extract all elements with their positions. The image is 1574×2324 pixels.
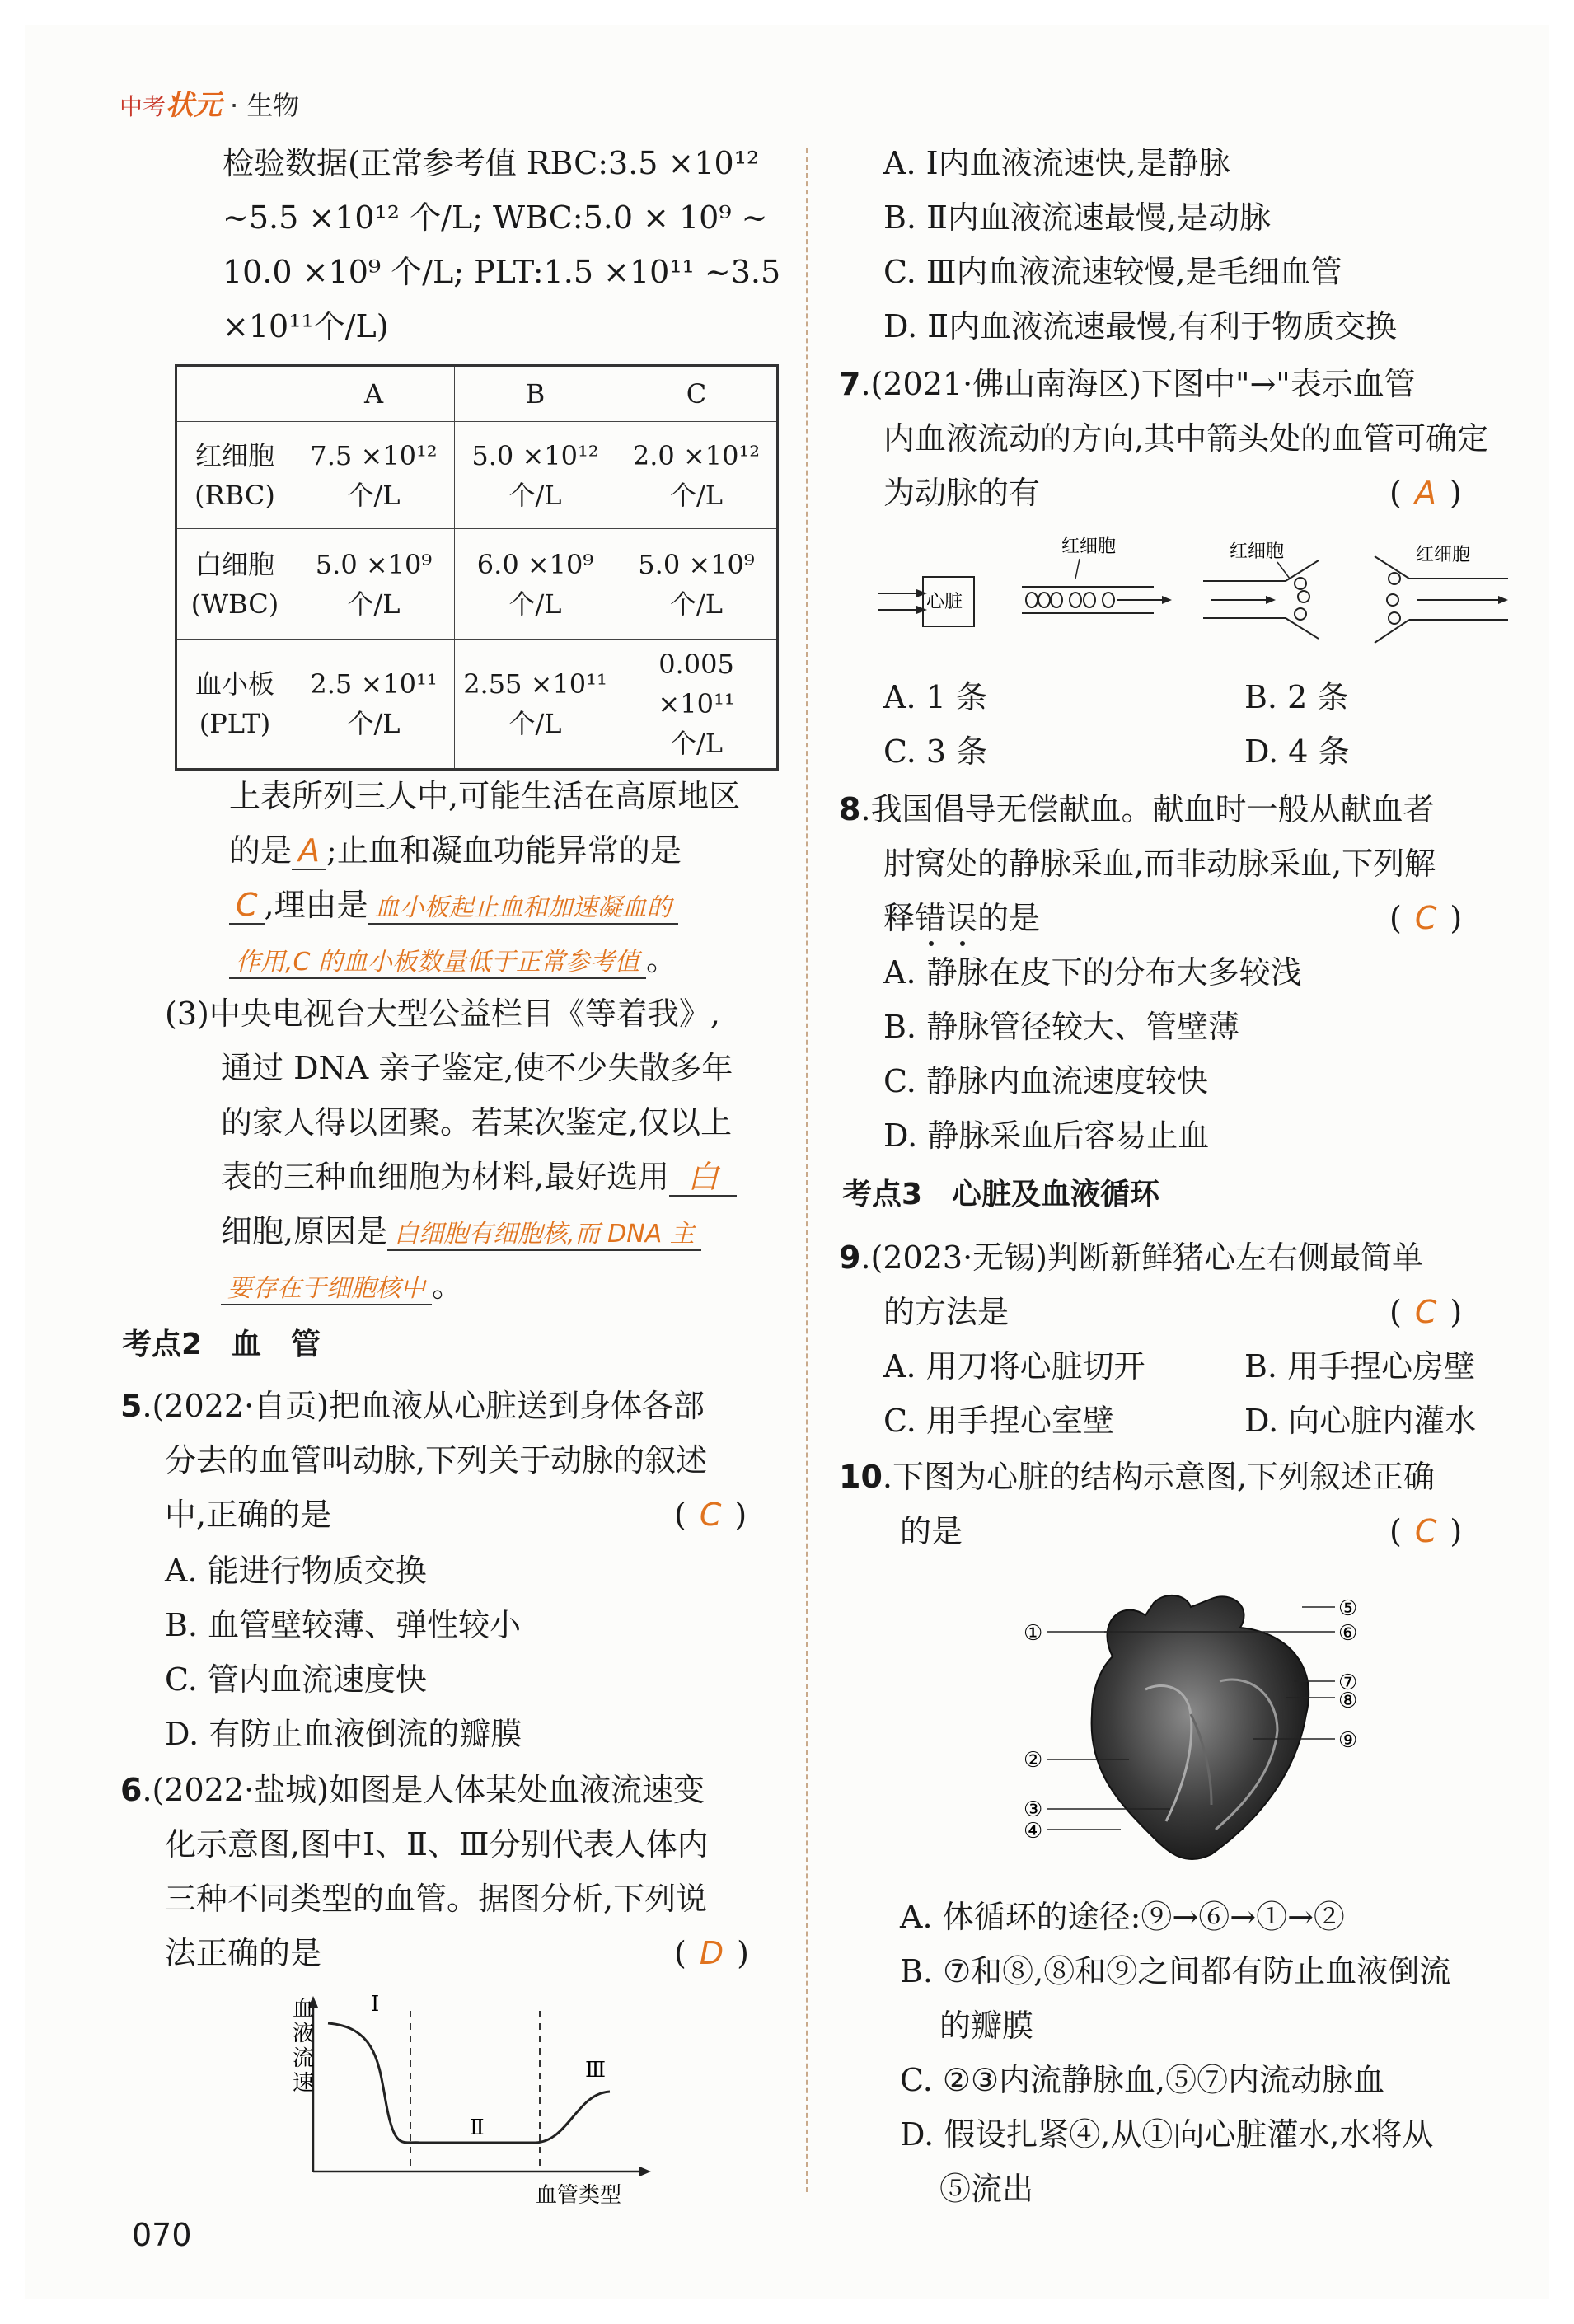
handwritten-reason: 作用,C 的血小板数量低于正常参考值 [236,948,640,977]
x-axis-arrow [639,2167,651,2176]
table-header-cell: C [616,366,778,422]
subject-label: 生物 [246,90,300,121]
answer-bracket: ( D ) [674,1935,749,1971]
q9-line-2: 的方法是 [883,1294,1010,1330]
y-label-char: 速 [292,2071,315,2096]
handwritten-answer: C [1414,900,1437,936]
handwritten-reason: 血小板起止血和加速凝血的 [374,893,672,922]
option-d: D. 有防止血液倒流的瓣膜 [165,1716,522,1752]
marker-5: ⑤ [1338,1596,1358,1621]
handwritten-answer: C [1414,1513,1437,1549]
handwritten-reason: 要存在于细胞核中 [227,1274,425,1303]
table-header-cell: B [455,366,616,422]
marker-7: ⑦ [1338,1670,1358,1695]
table-cell: 7.5 ×10¹² 个/L [293,422,455,529]
heart-structure-diagram [1022,1591,1384,1887]
section-heading-3: 考点3 心脏及血液循环 [842,1178,1160,1211]
y-label-char: 血 [292,1997,315,2022]
rbc-label: 红细胞 [1061,536,1117,557]
q7-option-a: A. 1 条 [883,679,987,715]
q6-line-1: 6.(2022·盐城)如图是人体某处血液流速变 [120,1772,705,1808]
q6-line-4: 法正确的是 [165,1935,322,1971]
table-cell: 5.0 ×10¹² 个/L [455,422,616,529]
row-label-text: 红细胞 [194,439,274,471]
table-header-cell [176,366,293,422]
table-cell: 5.0 ×10⁹ 个/L [616,529,778,640]
q9-line-1: 9.(2023·无锡)判断新鲜猪心左右侧最简单 [839,1239,1423,1276]
answer-bracket: ( C ) [1389,1513,1463,1549]
y-label-char: 流 [292,2046,315,2071]
marker-3: ③ [1024,1797,1043,1822]
q9-option-a: A. 用刀将心脏切开 [883,1348,1145,1385]
q9-option-d: D. 向心脏内灌水 [1244,1403,1477,1439]
brand-logo-part1: 中考 [119,93,166,120]
q8-option-b: B. 静脉管径较大、管壁薄 [883,1009,1240,1045]
q6-line-3: 三种不同类型的血管。据图分析,下列说 [165,1881,708,1917]
page-header [119,82,299,123]
table-header-row [176,366,778,422]
q10-option-c: C. ②③内流静脉血,⑤⑦内流动脉血 [900,2062,1385,2098]
q3-line-3: 的家人得以团聚。若某次鉴定,仅以上 [221,1104,733,1141]
rbc-label: 红细胞 [1416,545,1471,565]
y-label-char: 液 [292,2022,315,2046]
marker-9: ⑨ [1338,1728,1358,1753]
q3-line-6: 要存在于细胞核中 。 [221,1264,463,1310]
x-axis-label: 血管类型 [536,2183,622,2208]
marker-8: ⑧ [1338,1689,1358,1713]
marker-2: ② [1024,1748,1043,1773]
table-row [176,529,778,640]
row-label [176,529,293,640]
table-cell: 2.0 ×10¹² 个/L [616,422,778,529]
row-label [176,640,293,770]
intro-line-1: 检验数据(正常参考值 RBC:3.5 ×10¹² [223,145,760,181]
table-cell: 6.0 ×10⁹ 个/L [455,529,616,640]
after-table-line-1: 上表所列三人中,可能生活在高原地区 [229,778,741,814]
column-divider [806,148,808,2192]
q7-option-b: B. 2 条 [1244,679,1349,715]
blood-flow-speed-graph [264,1986,676,2209]
q6-option-c: C. Ⅲ内血液流速较慢,是毛细血管 [883,254,1342,290]
table-header-cell: A [293,366,455,422]
blood-data-table [175,364,779,771]
row-label-abbr: (WBC) [190,588,279,620]
intro-line-3: 10.0 ×10⁹ 个/L; PLT:1.5 ×10¹¹ ~3.5 [223,254,781,290]
row-label-text: 白细胞 [194,548,274,580]
answer-bracket: ( A ) [1389,475,1462,511]
q8-option-a: A. 静脉在皮下的分布大多较浅 [883,954,1302,991]
emphasis-dot [929,941,934,946]
q5-line-1: 5.(2022·自贡)把血液从心脏送到身体各部 [120,1388,705,1424]
q10-option-d: D. 假设扎紧④,从①向心脏灌水,水将从 [900,2116,1434,2153]
q10-option-a: A. 体循环的途径:⑨→⑥→①→② [900,1899,1345,1935]
vessel-label: Ⅰ [371,1992,380,2017]
table-cell: 0.005 ×10¹¹ 个/L [616,640,778,770]
handwritten-answer: A [298,832,321,869]
q8-option-c: C. 静脉内血流速度较快 [883,1063,1208,1099]
table-row [176,640,778,770]
q10-line-2: 的是 [900,1513,963,1549]
heart-label: 心脏 [926,592,963,612]
q8-line-2: 肘窝处的静脉采血,而非动脉采血,下列解 [883,846,1436,882]
section-heading-2: 考点2 血 管 [122,1328,321,1361]
q5-line-2: 分去的血管叫动脉,下列关于动脉的叙述 [165,1442,708,1478]
q10-line-1: 10.下图为心脏的结构示意图,下列叙述正确 [839,1459,1436,1495]
vessel-label: Ⅱ [470,2115,485,2140]
header-separator: · [230,90,239,121]
vessel-flow-figure [874,527,1516,659]
q7-line-1: 7.(2021·佛山南海区)下图中"→"表示血管 [839,366,1416,402]
intro-line-2: ~5.5 ×10¹² 个/L; WBC:5.0 × 10⁹ ~ [223,199,768,236]
q3-line-4: 表的三种血细胞为材料,最好选用 白 [221,1155,737,1198]
q9-option-c: C. 用手捏心室壁 [883,1403,1114,1439]
handwritten-answer: 白 [687,1159,719,1195]
answer-bracket: ( C ) [1389,1294,1463,1330]
row-label-abbr: (PLT) [199,708,271,739]
handwritten-answer: C [236,887,258,923]
q8-option-d: D. 静脉采血后容易止血 [883,1117,1210,1154]
handwritten-answer: D [699,1935,724,1971]
marker-1: ① [1024,1621,1043,1646]
q3-line-5: 细胞,原因是 白细胞有细胞核,而 DNA 主 [221,1210,701,1256]
q6-line-2: 化示意图,图中Ⅰ、Ⅱ、Ⅲ分别代表人体内 [165,1826,709,1862]
q6-option-a: A. Ⅰ内血液流速快,是静脉 [883,145,1230,181]
answer-bracket: ( C ) [674,1497,747,1533]
q7-option-d: D. 4 条 [1244,733,1350,770]
q7-line-3: 为动脉的有 [883,475,1041,511]
handwritten-answer: C [1414,1294,1437,1330]
q6-option-d: D. Ⅱ内血液流速最慢,有利于物质交换 [883,308,1398,344]
q5-line-3: 中,正确的是 [165,1497,332,1533]
handwritten-reason: 白细胞有细胞核,而 DNA 主 [394,1220,695,1249]
q3-line-1: (3)中央电视台大型公益栏目《等着我》, [165,996,720,1032]
q3-line-2: 通过 DNA 亲子鉴定,使不少失散多年 [221,1050,733,1086]
brand-logo-part2: 状元 [166,89,223,122]
after-table-line-4: 作用,C 的血小板数量低于正常参考值 。 [229,938,677,984]
q7-line-2: 内血液流动的方向,其中箭头处的血管可确定 [883,420,1489,457]
after-table-line-2: 的是 A ;止血和凝血功能异常的是 [229,832,682,869]
option-a: A. 能进行物质交换 [165,1553,427,1589]
page-number: 070 [132,2217,192,2253]
q8-line-1: 8.我国倡导无偿献血。献血时一般从献血者 [839,791,1435,827]
rbc-label: 红细胞 [1230,541,1285,562]
intro-line-4: ×10¹¹个/L) [223,308,389,344]
row-label-abbr: (RBC) [194,479,275,511]
q6-option-b: B. Ⅱ内血液流速最慢,是动脉 [883,199,1271,236]
after-table-line-3: C ,理由是 血小板起止血和加速凝血的 [229,883,678,930]
marker-6: ⑥ [1338,1621,1358,1646]
table-cell: 5.0 ×10⁹ 个/L [293,529,455,640]
row-label-text: 血小板 [194,668,274,700]
option-b: B. 血管壁较薄、弹性较小 [165,1607,522,1643]
vessel-label: Ⅲ [585,2058,607,2083]
handwritten-answer: A [1414,475,1436,511]
q10-option-d-cont: ⑤流出 [939,2171,1034,2207]
q10-option-b: B. ⑦和⑧,⑧和⑨之间都有防止血液倒流 [900,1953,1451,1989]
flow-speed-curve [328,2023,610,2143]
option-c: C. 管内血流速度快 [165,1661,427,1698]
marker-4: ④ [1024,1819,1043,1844]
q9-option-b: B. 用手捏心房壁 [1244,1348,1476,1385]
q10-option-b-cont: 的瓣膜 [939,2008,1034,2044]
row-label [176,422,293,529]
table-cell: 2.5 ×10¹¹ 个/L [293,640,455,770]
q8-line-3: 释错误的是 [883,900,1041,936]
q7-option-c: C. 3 条 [883,733,988,770]
table-cell: 2.55 ×10¹¹ 个/L [455,640,616,770]
handwritten-answer: C [699,1497,722,1533]
emphasis-dot [960,941,965,946]
table-row [176,422,778,529]
answer-bracket: ( C ) [1389,900,1463,936]
